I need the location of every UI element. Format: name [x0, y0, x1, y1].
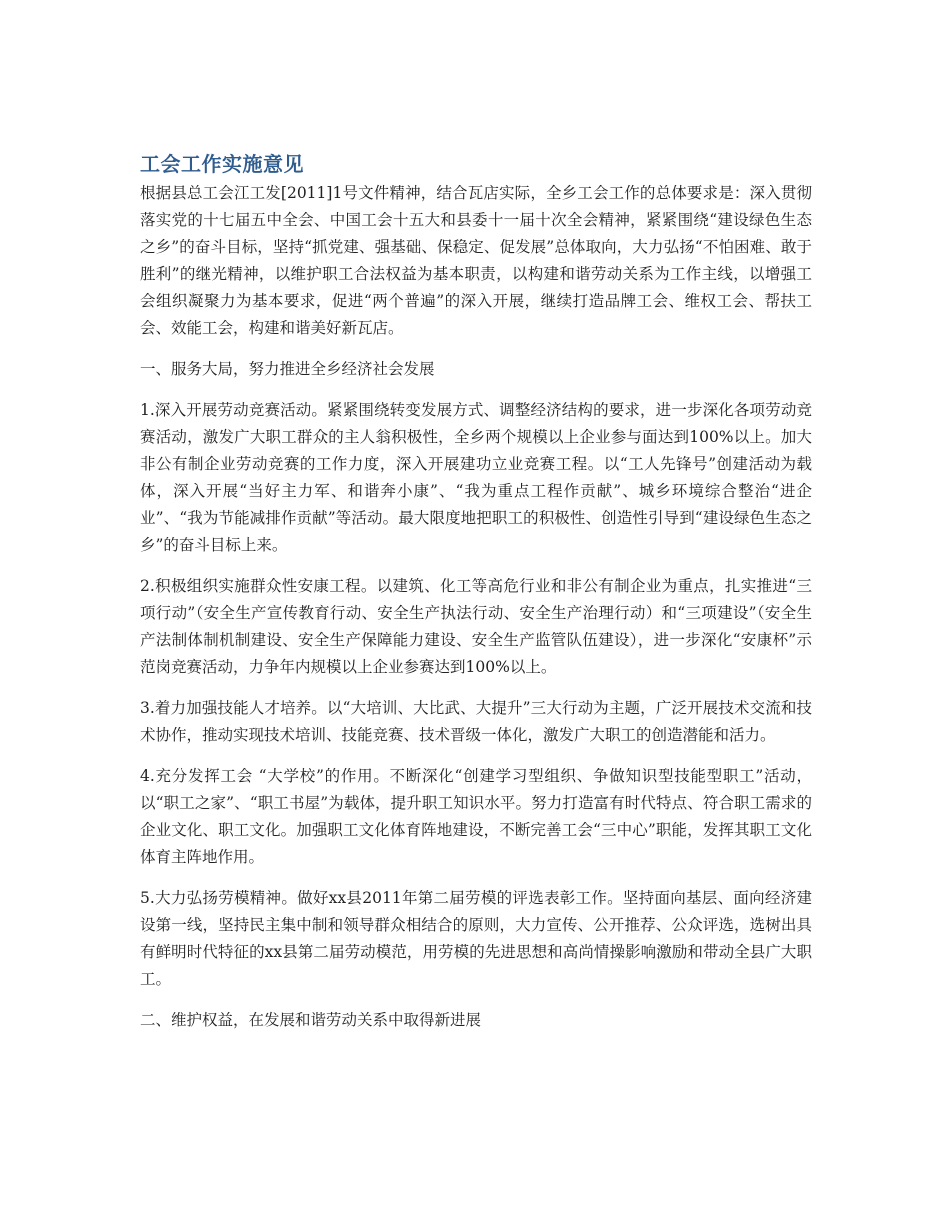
list-item-5: 5.大力弘扬劳模精神。做好xx县2011年第二届劳模的评选表彰工作。坚持面向基层、面向经济建设第一线，坚持民主集中制和领导群众相结合的原则，大力宣传、公开推荐、公众评选，选树出具有鲜明时代特征的xx县第二届劳动模范，用劳模的先进思想和高尚情操影响激励和带动全县广大职工。 [140, 889, 812, 988]
list-item-3: 3.着力加强技能人才培养。以“大培训、大比武、大提升”三大行动为主题，广泛开展技术交流和技术协作，推动实现技术培训、技能竞赛、技术晋级一体化，激发广大职工的创造潜能和活力。 [140, 699, 812, 744]
section-heading-1: 一、服务大局，努力推进全乡经济社会发展 [140, 360, 435, 378]
section-heading-2: 二、维护权益，在发展和谐劳动关系中取得新进展 [140, 1011, 482, 1029]
intro-paragraph: 根据县总工会江工发[2011]1号文件精神，结合瓦店实际，全乡工会工作的总体要求是：深入贯彻落实党的十七届五中全会、中国工会十五大和县委十一届十次全会精神，紧紧围绕“建设绿色生态之乡”的奋斗目标，坚持“抓党建、强基础、保稳定、促发展”总体取向，大力弘扬“不怕困难、敢于胜利”的继光精神，以维护职工合法权益为基本职责，以构建和谐劳动关系为工作主线，以增强工会组织凝聚力为基本要求，促进“两个普遍”的深入开展，继续打造品牌工会、维权工会、帮扶工会、效能工会，构建和谐美好新瓦店。 [140, 184, 812, 337]
list-item-1: 1.深入开展劳动竞赛活动。紧紧围绕转变发展方式、调整经济结构的要求，进一步深化各项劳动竞赛活动，激发广大职工群众的主人翁积极性，全乡两个规模以上企业参与面达到100%以上。加大非公有制企业劳动竞赛的工作力度，深入开展建功立业竞赛工程。以“工人先锋号”创建活动为载体，深入开展“当好主力军、和谐奔小康”、“我为重点工程作贡献”、城乡环境综合整治“进企业”、“我为节能减排作贡献”等活动。最大限度地把职工的积极性、创造性引导到“建设绿色生态之乡”的奋斗目标上来。 [140, 401, 812, 554]
list-item-4: 4.充分发挥工会 “大学校”的作用。不断深化“创建学习型组织、争做知识型技能型职工”活动，以“职工之家”、“职工书屋”为载体，提升职工知识水平。努力打造富有时代特点、符合职工需求的企业文化、职工文化。加强职工文化体育阵地建设，不断完善工会“三中心”职能，发挥其职工文化体育主阵地作用。 [140, 767, 812, 866]
document-title: 工会工作实施意见 [140, 152, 304, 176]
document-body [140, 150, 812, 1048]
list-item-2: 2.积极组织实施群众性安康工程。以建筑、化工等高危行业和非公有制企业为重点，扎实推进“三项行动”（安全生产宣传教育行动、安全生产执法行动、安全生产治理行动）和“三项建设”（安全生产法制体制机制建设、安全生产保障能力建设、安全生产监管队伍建设），进一步深化“安康杯”示范岗竞赛活动，力争年内规模以上企业参赛达到100%以上。 [140, 577, 812, 676]
